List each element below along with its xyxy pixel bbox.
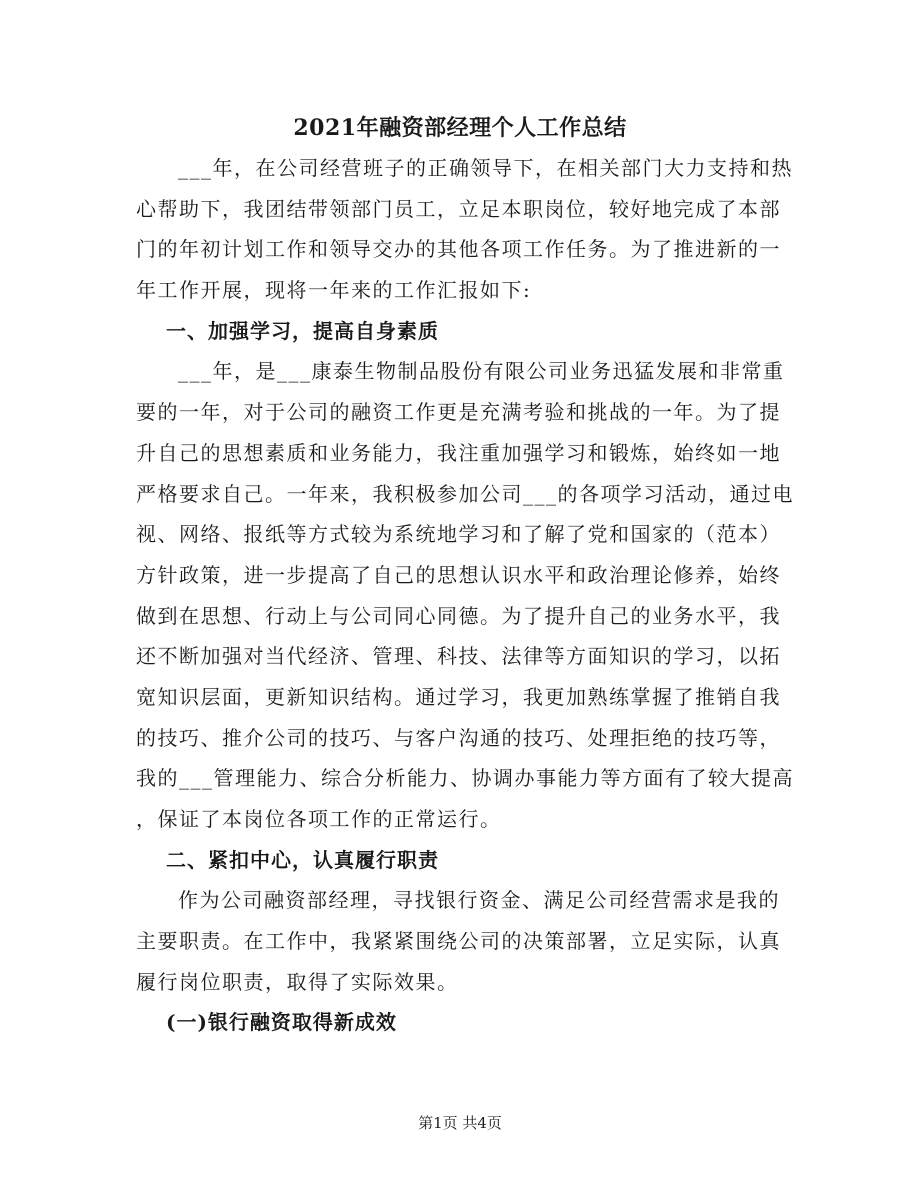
paragraph-line: 履行岗位职责，取得了实际效果。 [136, 969, 459, 994]
paragraph-line: 作为公司融资部经理，寻找银行资金、满足公司经营需求是我的 [178, 888, 780, 913]
paragraph-line: 我的___管理能力、综合分析能力、协调办事能力等方面有了较大提高 [136, 766, 794, 791]
subsection-heading: (一)银行融资取得新成效 [166, 1010, 397, 1035]
paragraph-line: 门的年初计划工作和领导交办的其他各项工作任务。为了推进新的一 [136, 237, 781, 262]
paragraph-line: 方针政策，进一步提高了自己的思想认识水平和政治理论修养，始终 [136, 562, 781, 587]
paragraph-line: ___年，在公司经营班子的正确领导下，在相关部门大力支持和热 [178, 156, 793, 180]
paragraph-line: 做到在思想、行动上与公司同心同德。为了提升自己的业务水平，我 [136, 603, 781, 628]
document-body [136, 148, 794, 1043]
paragraph-line: 年工作开展，现将一年来的工作汇报如下: [136, 278, 532, 303]
paragraph-line: 主要职责。在工作中，我紧紧围绕公司的决策部署，立足实际，认真 [136, 929, 781, 954]
paragraph-line: 严格要求自己。一年来，我积极参加公司___的各项学习活动，通过电 [136, 481, 794, 506]
document-title: 2021年融资部经理个人工作总结 [293, 115, 627, 141]
paragraph-line: 心帮助下，我团结带领部门员工，立足本职岗位，较好地完成了本部 [136, 196, 781, 221]
paragraph-line: 要的一年，对于公司的融资工作更是充满考验和挑战的一年。为了提 [136, 400, 781, 425]
page-number-footer: 第1页 共4页 [418, 1114, 502, 1132]
paragraph-line: 宽知识层面，更新知识结构。通过学习，我更加熟练掌握了推销自我 [136, 684, 781, 709]
paragraph-line: 视、网络、报纸等方式较为系统地学习和了解了党和国家的（范本） [136, 522, 781, 547]
paragraph-line: 的技巧、推介公司的技巧、与客户沟通的技巧、处理拒绝的技巧等， [136, 725, 781, 750]
paragraph-line: 升自己的思想素质和业务能力，我注重加强学习和锻炼，始终如一地 [136, 440, 781, 465]
section-heading: 一、加强学习，提高自身素质 [166, 318, 439, 343]
paragraph-line: 还不断加强对当代经济、管理、科技、法律等方面知识的学习，以拓 [136, 644, 781, 669]
section-heading: 二、紧扣中心，认真履行职责 [166, 847, 439, 872]
paragraph-line: ，保证了本岗位各项工作的正常运行。 [136, 807, 502, 831]
paragraph-line: ___年，是___康泰生物制品股份有限公司业务迅猛发展和非常重 [178, 359, 785, 384]
